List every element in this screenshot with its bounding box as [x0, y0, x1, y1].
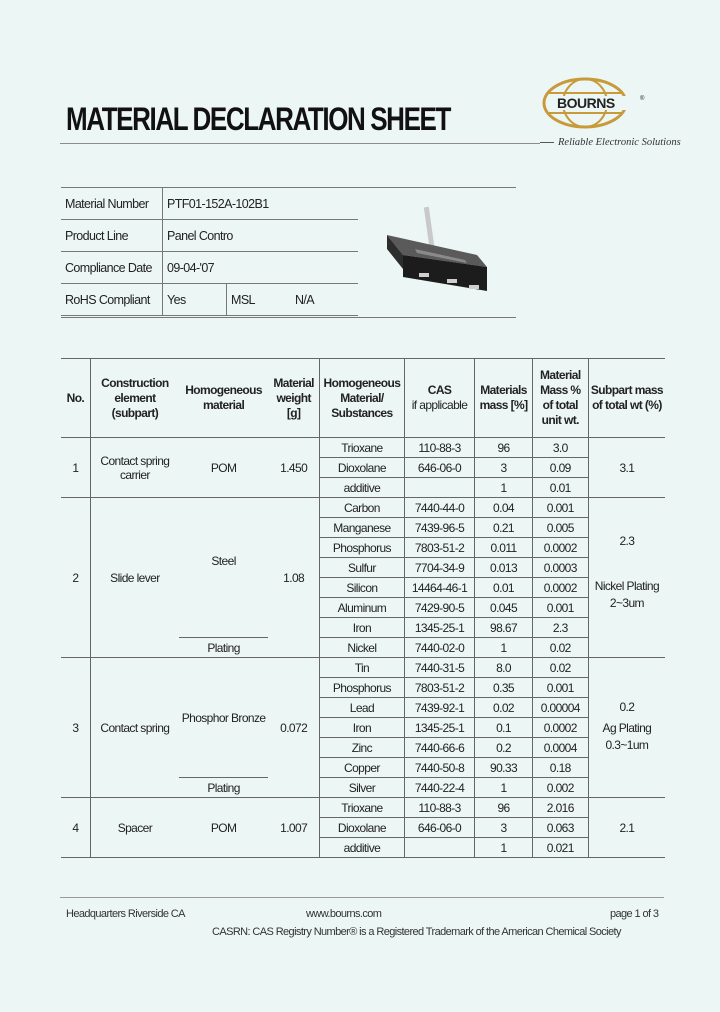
row-unit: 3.0	[532, 438, 588, 458]
row-cas: 7440-50-8	[404, 758, 475, 778]
row-mass: 96	[475, 438, 532, 458]
info-table	[61, 187, 358, 316]
row-cas: 110-88-3	[404, 798, 475, 818]
table-row	[61, 438, 665, 458]
row-mass: 1	[475, 838, 532, 858]
row-no: 2	[61, 498, 90, 658]
row-mass: 3	[475, 458, 532, 478]
row-substance: Phosphorus	[320, 538, 405, 558]
col-homogeneous: Homogeneous material	[179, 359, 268, 438]
row-cas: 7440-66-6	[404, 738, 475, 758]
material-table	[61, 358, 665, 858]
info-row-compliance-date	[61, 252, 358, 284]
info-row-product-line	[61, 220, 358, 252]
col-construction: Construction element (subpart)	[90, 359, 179, 438]
row-subpart: 0.2	[588, 658, 665, 718]
row-cas: 7429-90-5	[404, 598, 475, 618]
row-cas: 646-06-0	[404, 818, 475, 838]
footer-page-number: page 1 of 3	[610, 908, 659, 920]
row-material: Phosphor Bronze	[181, 710, 266, 725]
row-substance: Nickel	[320, 638, 405, 658]
info-top-rule	[61, 187, 516, 188]
row-unit: 0.0002	[532, 578, 588, 598]
row-cas	[404, 838, 475, 858]
footer-website-link[interactable]: www.bourns.com	[306, 908, 382, 920]
row-element: Contact spring	[90, 658, 179, 798]
row-subpart: 3.1	[588, 438, 665, 498]
row-cas: 1345-25-1	[404, 718, 475, 738]
info-row-material-number	[61, 188, 358, 220]
row-cas: 7704-34-9	[404, 558, 475, 578]
table-row	[61, 498, 665, 518]
col-subpart: Subpart mass of total wt (%)	[588, 359, 665, 438]
row-element: Slide lever	[90, 498, 179, 658]
row-mass: 0.011	[475, 538, 532, 558]
row-unit: 0.0002	[532, 538, 588, 558]
row-material: Steel	[211, 553, 236, 568]
row-mass: 1	[475, 638, 532, 658]
row-no: 4	[61, 798, 90, 858]
row-unit: 0.02	[532, 638, 588, 658]
svg-text:®: ®	[640, 96, 645, 102]
info-value: 09-04-'07	[163, 252, 359, 284]
row-unit: 0.09	[532, 458, 588, 478]
row-mass: 0.01	[475, 578, 532, 598]
row-cas: 646-06-0	[404, 458, 475, 478]
row-unit: 0.021	[532, 838, 588, 858]
row-mass: 0.21	[475, 518, 532, 538]
row-substance: Dioxolane	[320, 458, 405, 478]
row-unit: 0.0003	[532, 558, 588, 578]
row-cas: 7440-44-0	[404, 498, 475, 518]
row-substance: Lead	[320, 698, 405, 718]
row-unit: 0.005	[532, 518, 588, 538]
row-substance: additive	[320, 838, 405, 858]
row-subpart: 2.1	[588, 798, 665, 858]
row-weight: 1.007	[268, 798, 319, 858]
row-mass: 0.04	[475, 498, 532, 518]
title-rule	[60, 143, 540, 144]
row-cas	[404, 478, 475, 498]
row-unit: 0.01	[532, 478, 588, 498]
bourns-logo	[540, 76, 650, 130]
row-weight: 1.08	[268, 498, 319, 658]
table-row	[61, 658, 665, 678]
product-image	[385, 205, 493, 313]
row-substance: Phosphorus	[320, 678, 405, 698]
row-unit: 0.02	[532, 658, 588, 678]
row-substance: Trioxane	[320, 798, 405, 818]
row-cas: 7439-92-1	[404, 698, 475, 718]
row-substance: additive	[320, 478, 405, 498]
row-element: Contact spring carrier	[90, 438, 179, 498]
row-weight: 1.450	[268, 438, 319, 498]
footer-rule	[60, 897, 664, 898]
info-bottom-rule	[61, 317, 516, 318]
row-cas: 7440-02-0	[404, 638, 475, 658]
row-material: POM	[179, 798, 268, 858]
row-substance: Tin	[320, 658, 405, 678]
footer-cas-note: CASRN: CAS Registry Number® is a Registered Trademark of the American Chemical Society	[212, 926, 621, 938]
row-mass: 90.33	[475, 758, 532, 778]
row-substance: Dioxolane	[320, 818, 405, 838]
col-weight: Material weight [g]	[268, 359, 319, 438]
row-mass: 96	[475, 798, 532, 818]
row-unit: 0.001	[532, 498, 588, 518]
row-unit: 0.0002	[532, 718, 588, 738]
row-unit: 0.0004	[532, 738, 588, 758]
row-mass: 8.0	[475, 658, 532, 678]
row-unit: 0.00004	[532, 698, 588, 718]
row-plating-note: Nickel Plating 2~3um	[588, 578, 665, 658]
row-substance: Silicon	[320, 578, 405, 598]
row-substance: Sulfur	[320, 558, 405, 578]
row-mass: 0.1	[475, 718, 532, 738]
row-cas: 7440-31-5	[404, 658, 475, 678]
row-mass: 0.02	[475, 698, 532, 718]
row-unit: 0.063	[532, 818, 588, 838]
info-label: Product Line	[65, 228, 128, 243]
row-mass: 3	[475, 818, 532, 838]
row-cas: 7803-51-2	[404, 538, 475, 558]
row-unit: 0.001	[532, 678, 588, 698]
row-mass: 98.67	[475, 618, 532, 638]
row-plating-note: Ag Plating 0.3~1um	[588, 718, 665, 798]
svg-text:BOURNS: BOURNS	[557, 95, 615, 111]
footer-hq: Headquarters Riverside CA	[66, 908, 185, 920]
info-label: MSL	[227, 284, 292, 316]
info-label: RoHS Compliant	[65, 292, 150, 307]
col-mass: Materials mass [%]	[475, 359, 532, 438]
info-value: Panel Contro	[163, 220, 359, 252]
row-substance: Iron	[320, 718, 405, 738]
row-substance: Zinc	[320, 738, 405, 758]
row-mass: 1	[475, 478, 532, 498]
info-value: Yes	[163, 284, 227, 316]
row-unit: 0.002	[532, 778, 588, 798]
row-substance: Trioxane	[320, 438, 405, 458]
row-unit: 2.016	[532, 798, 588, 818]
row-mass: 1	[475, 778, 532, 798]
row-plating: Plating	[179, 778, 268, 798]
row-cas: 110-88-3	[404, 438, 475, 458]
row-material: POM	[179, 438, 268, 498]
info-label: Material Number	[65, 196, 149, 211]
col-unit-mass: Material Mass % of total unit wt.	[532, 359, 588, 438]
col-no: No.	[61, 359, 90, 438]
row-cas: 14464-46-1	[404, 578, 475, 598]
row-unit: 0.18	[532, 758, 588, 778]
info-value: N/A	[295, 292, 315, 307]
info-value: PTF01-152A-102B1	[163, 188, 359, 220]
row-subpart: 2.3	[588, 498, 665, 578]
info-label: Compliance Date	[65, 260, 152, 275]
row-substance: Copper	[320, 758, 405, 778]
row-cas: 7803-51-2	[404, 678, 475, 698]
row-cas: 1345-25-1	[404, 618, 475, 638]
table-header-row	[61, 359, 665, 438]
row-mass: 0.045	[475, 598, 532, 618]
row-mass: 0.013	[475, 558, 532, 578]
tagline-text: Reliable Electronic Solutions	[558, 137, 681, 148]
col-substances: Homogeneous Material/ Substances	[320, 359, 405, 438]
row-unit: 0.001	[532, 598, 588, 618]
row-weight: 0.072	[268, 658, 319, 798]
row-substance: Manganese	[320, 518, 405, 538]
row-cas: 7439-96-5	[404, 518, 475, 538]
row-no: 1	[61, 438, 90, 498]
row-substance: Silver	[320, 778, 405, 798]
row-mass: 0.2	[475, 738, 532, 758]
row-element: Spacer	[90, 798, 179, 858]
table-row	[61, 798, 665, 818]
col-cas: CAS if applicable	[404, 359, 475, 438]
info-row-rohs	[61, 284, 358, 316]
row-cas: 7440-22-4	[404, 778, 475, 798]
row-substance: Aluminum	[320, 598, 405, 618]
row-substance: Iron	[320, 618, 405, 638]
row-plating: Plating	[179, 638, 268, 658]
row-unit: 2.3	[532, 618, 588, 638]
tagline	[540, 137, 681, 148]
row-mass: 0.35	[475, 678, 532, 698]
row-no: 3	[61, 658, 90, 798]
row-substance: Carbon	[320, 498, 405, 518]
page-title: MATERIAL DECLARATION SHEET	[66, 100, 450, 138]
